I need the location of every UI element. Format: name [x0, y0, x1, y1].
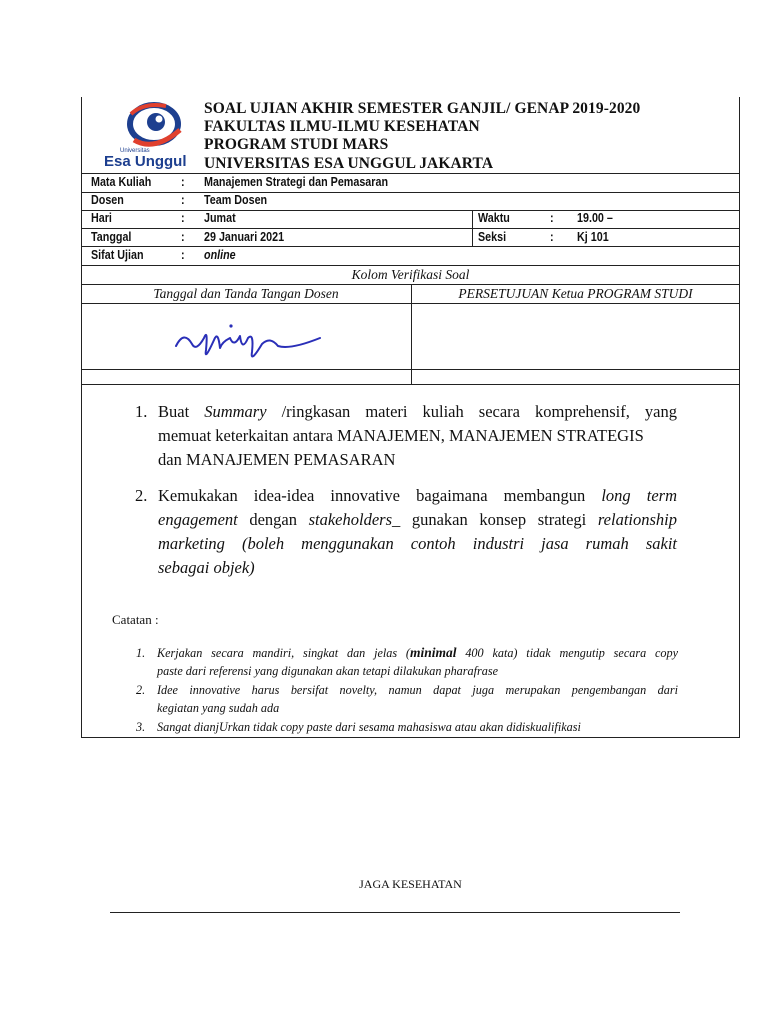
- mata-kuliah-value: Manajemen Strategi dan Pemasaran: [204, 175, 389, 189]
- colon: :: [181, 211, 185, 225]
- tanggal-label: Tanggal: [91, 230, 132, 244]
- sifat-ujian-value: online: [204, 248, 236, 262]
- question-2-line-2: engagement dengan stakeholders_ gunakan konsep strategi relationship: [158, 510, 677, 529]
- hari-value: Jumat: [204, 211, 236, 225]
- tanggal-value: 29 Januari 2021: [204, 230, 285, 244]
- university-logo: [104, 100, 200, 172]
- note-2-number: 2.: [136, 683, 146, 697]
- colon: :: [181, 193, 185, 207]
- faculty-name: FAKULTAS ILMU-ILMU KESEHATAN: [204, 118, 480, 135]
- logo-name: Esa Unggul: [104, 153, 187, 170]
- question-1-line-1: Buat Summary /ringkasan materi kuliah secara komprehensif, yang: [158, 402, 677, 421]
- colon: :: [550, 211, 554, 225]
- note-1-number: 1.: [136, 646, 146, 660]
- lecturer-signature-header: Tanggal dan Tanda Tangan Dosen: [153, 286, 339, 301]
- logo-swoosh-icon: [104, 100, 200, 150]
- question-1-line-3: dan MANAJEMEN PEMASARAN: [158, 450, 396, 469]
- exam-title: SOAL UJIAN AKHIR SEMESTER GANJIL/ GENAP 2019-2020: [204, 100, 641, 117]
- dosen-label: Dosen: [91, 193, 124, 207]
- colon: :: [550, 230, 554, 244]
- colon: :: [181, 230, 185, 244]
- lecturer-signature: [170, 318, 330, 366]
- question-2-line-1: Kemukakan idea-idea innovative bagaimana membangun long term: [158, 486, 677, 505]
- program-name: PROGRAM STUDI MARS: [204, 136, 389, 153]
- university-name: UNIVERSITAS ESA UNGGUL JAKARTA: [204, 155, 494, 172]
- approval-header: PERSETUJUAN Ketua PROGRAM STUDI: [458, 286, 693, 301]
- notes-title: Catatan :: [112, 612, 159, 627]
- waktu-value: 19.00 –: [577, 211, 613, 225]
- question-2-line-4: sebagai objek): [158, 558, 255, 577]
- note-1-line-2: paste dari referensi yang digunakan akan tetapi dilakukan pharafrase: [157, 664, 498, 678]
- note-3-number: 3.: [136, 720, 146, 734]
- question-1-line-2: memuat keterkaitan antara MANAJEMEN, MANAJEMEN STRATEGIS: [158, 426, 644, 445]
- seksi-value: Kj 101: [577, 230, 609, 244]
- seksi-label: Seksi: [478, 230, 507, 244]
- question-2-number: 2.: [135, 486, 148, 505]
- question-2-line-3: marketing (boleh menggunakan contoh industri jasa rumah sakit: [158, 534, 677, 553]
- footer-rule: [110, 912, 680, 913]
- colon: :: [181, 248, 185, 262]
- sifat-ujian-label: Sifat Ujian: [91, 248, 144, 262]
- waktu-label: Waktu: [478, 211, 510, 225]
- note-2-line-1: Idee innovative harus bersifat novelty, namun dapat juga merupakan pengembangan dari: [157, 683, 678, 697]
- question-1-number: 1.: [135, 402, 148, 421]
- hari-label: Hari: [91, 211, 112, 225]
- table-rule: [81, 210, 740, 211]
- table-rule: [81, 384, 740, 385]
- note-3-line-1: Sangat dianjUrkan tidak copy paste dari sesama mahasiswa atau akan didiskualifikasi: [157, 720, 581, 734]
- table-rule: [81, 246, 740, 247]
- table-divider: [472, 210, 473, 247]
- footer-text: JAGA KESEHATAN: [359, 877, 462, 891]
- note-1-line-1: Kerjakan secara mandiri, singkat dan jelas (minimal 400 kata) tidak mengutip secara copy: [157, 645, 678, 660]
- table-rule: [81, 228, 740, 229]
- note-2-line-2: kegiatan yang sudah ada: [157, 701, 280, 715]
- table-rule: [81, 173, 740, 174]
- verification-title: Kolom Verifikasi Soal: [351, 267, 470, 282]
- table-rule: [81, 192, 740, 193]
- dosen-value: Team Dosen: [204, 193, 268, 207]
- logo-small-text: Universitas: [120, 148, 150, 154]
- colon: :: [181, 175, 185, 189]
- mata-kuliah-label: Mata Kuliah: [91, 175, 152, 189]
